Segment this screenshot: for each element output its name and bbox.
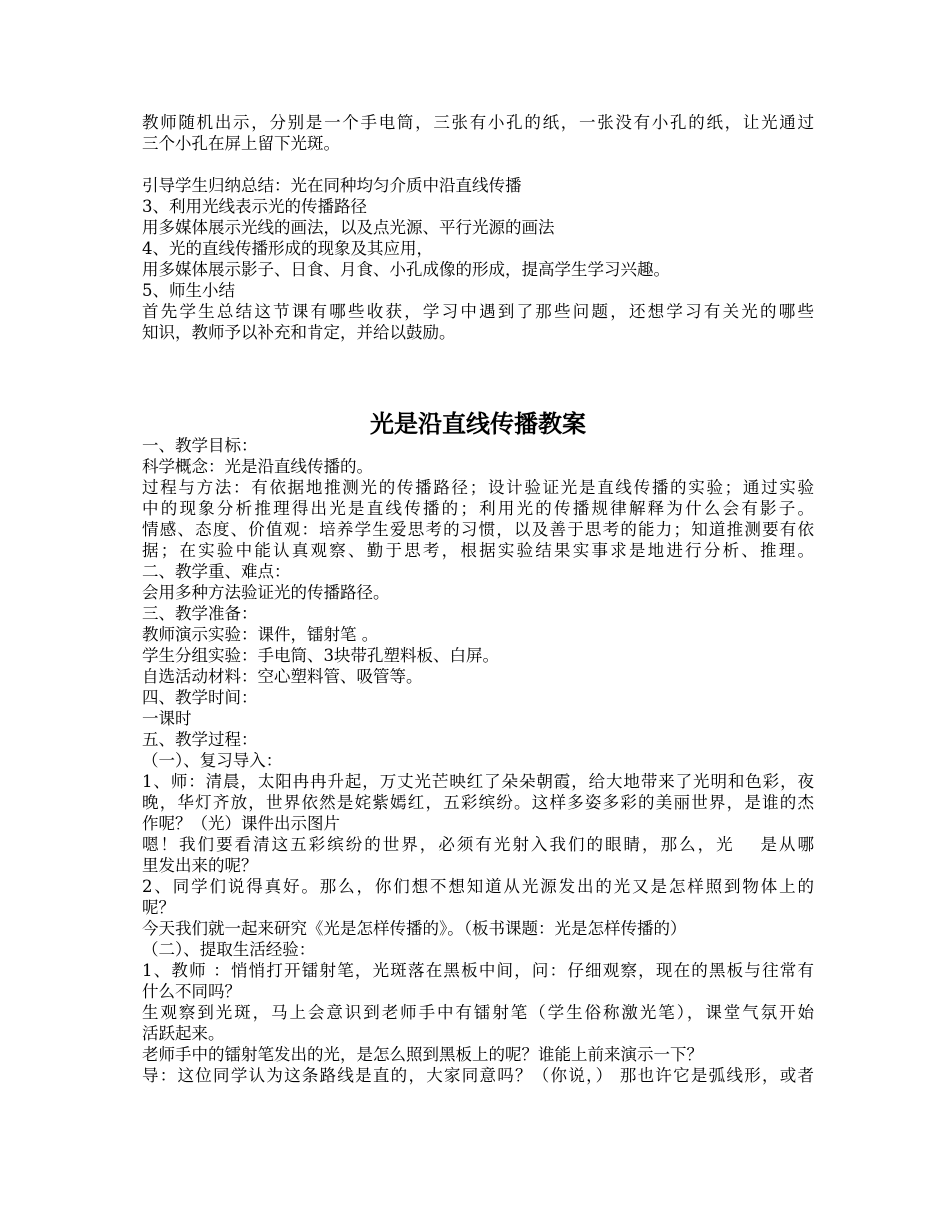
section-heading: 3、利用光线表示光的传播路径 — [142, 197, 367, 216]
paragraph-line: 自选活动材料：空心塑料管、吸管等。 — [142, 667, 423, 686]
section-heading: 5、师生小结 — [142, 281, 235, 300]
paragraph-line: 情感、态度、价值观：培养学生爱思考的习惯，以及善于思考的能力；知道推测要有依 — [142, 520, 814, 539]
paragraph-line: 1、教师 ：悄悄打开镭射笔，光斑落在黑板中间，问：仔细观察，现在的黑板与往常有 — [142, 961, 814, 980]
paragraph-line: 首先学生总结这节课有哪些收获，学习中遇到了那些问题，还想学习有关光的哪些 — [142, 302, 814, 321]
paragraph-line: 三个小孔在屏上留下光斑。 — [142, 134, 340, 153]
document-page — [142, 112, 814, 1086]
paragraph-line: 呢？ — [142, 898, 175, 917]
paragraph-line: 据；在实验中能认真观察、勤于思考，根据实验结果实事求是地进行分析、推理。 — [142, 541, 814, 560]
paragraph-line: 会用多种方法验证光的传播路径。 — [142, 583, 390, 602]
paragraph-line: 今天我们就一起来研究《光是怎样传播的》。（板书课题：光是怎样传播的） — [142, 919, 687, 938]
paragraph-line: 中的现象分析推理得出光是直线传播的；利用光的传播规律解释为什么会有影子。 — [142, 499, 814, 518]
document-title: 光是沿直线传播教案 — [370, 409, 586, 438]
paragraph-line: 教师演示实验：课件，镭射笔 。 — [142, 625, 379, 644]
paragraph-line: 用多媒体展示影子、日食、月食、小孔成像的形成，提高学生学习兴趣。 — [142, 260, 670, 279]
subsection-heading: （二）、提取生活经验： — [142, 940, 316, 959]
paragraph-line: 科学概念：光是沿直线传播的。 — [142, 457, 373, 476]
paragraph-line: 活跃起来。 — [142, 1024, 225, 1043]
paragraph-line: 用多媒体展示光线的画法，以及点光源、平行光源的画法 — [142, 218, 555, 237]
subsection-heading: （一）、复习导入： — [142, 751, 283, 770]
section-heading: 4、光的直线传播形成的现象及其应用， — [142, 239, 433, 258]
section-heading: 四、教学时间： — [142, 688, 258, 707]
section-spacer — [142, 343, 814, 405]
paragraph-line: 作呢？（光）课件出示图片 — [142, 814, 340, 833]
paragraph-line: 生观察到光斑，马上会意识到老师手中有镭射笔（学生俗称激光笔），课堂气氛开始 — [142, 1003, 814, 1022]
paragraph-line: 2、同学们说得真好。那么，你们想不想知道从光源发出的光又是怎样照到物体上的 — [142, 877, 814, 896]
paragraph-line: 里发出来的呢？ — [142, 856, 258, 875]
paragraph-line: 学生分组实验：手电筒、3块带孔塑料板、白屏。 — [142, 646, 499, 665]
paragraph-line: 一课时 — [142, 709, 192, 728]
paragraph-line: 教师随机出示，分别是一个手电筒，三张有小孔的纸，一张没有小孔的纸，让光通过 — [142, 113, 814, 132]
blank-line — [142, 154, 814, 175]
paragraph-line: 导：这位同学认为这条路线是直的，大家同意吗？（你说，） 那也许它是弧线形，或者 — [142, 1066, 814, 1085]
section-heading: 一、教学目标： — [142, 436, 258, 455]
paragraph-line: 知识，教师予以补充和肯定，并给以鼓励。 — [142, 323, 456, 342]
paragraph-line: 1、师：清晨，太阳冉冉升起，万丈光芒映红了朵朵朝霞，给大地带来了光明和色彩，夜 — [142, 772, 814, 791]
paragraph-line: 过程与方法：有依据地推测光的传播路径；设计验证光是直线传播的实验；通过实验 — [142, 478, 814, 497]
paragraph-line: 什么不同吗？ — [142, 982, 241, 1001]
section-heading: 三、教学准备： — [142, 604, 258, 623]
intro-section — [142, 112, 814, 343]
section-heading: 五、教学过程： — [142, 730, 258, 749]
lesson-plan-body — [142, 435, 814, 1086]
paragraph-line: 老师手中的镭射笔发出的光，是怎么照到黑板上的呢？谁能上前来演示一下？ — [142, 1045, 703, 1064]
paragraph-line: 嗯！我们要看清这五彩缤纷的世界，必须有光射入我们的眼睛，那么，光 是从哪 — [142, 835, 814, 854]
paragraph-line: 晚，华灯齐放，世界依然是姹紫嫣红，五彩缤纷。这样多姿多彩的美丽世界，是谁的杰 — [142, 793, 814, 812]
paragraph-line: 引导学生归纳总结：光在同种均匀介质中沿直线传播 — [142, 176, 522, 195]
section-heading: 二、教学重、难点： — [142, 562, 291, 581]
